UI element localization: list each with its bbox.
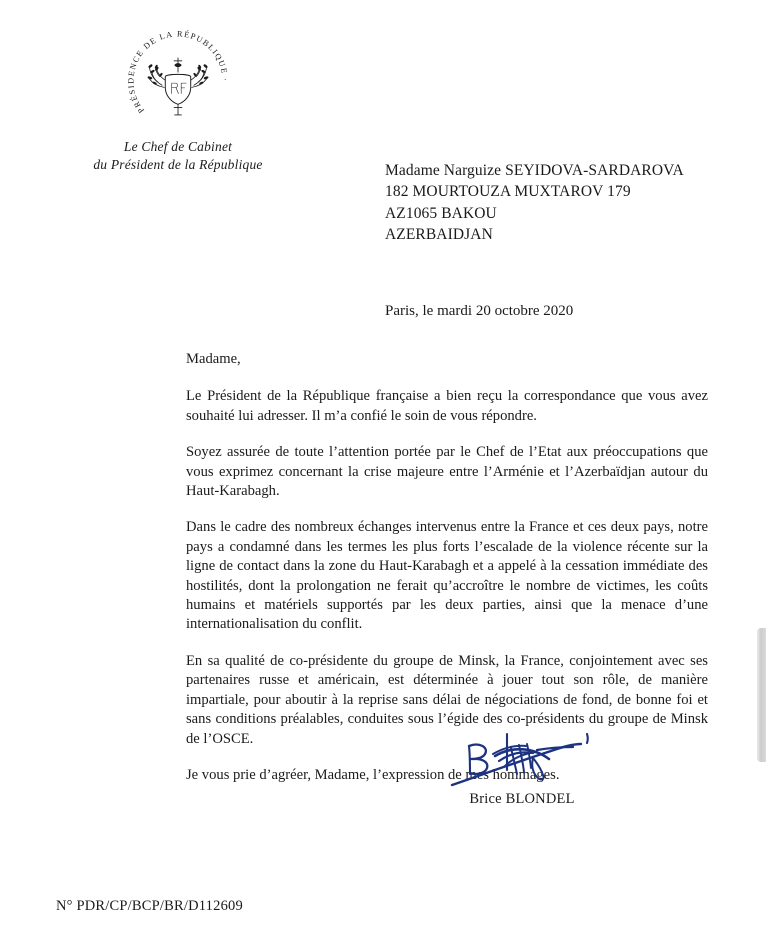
letter-body bbox=[186, 350, 708, 785]
body-paragraph-3: Dans le cadre des nombreux échanges intervenus entre la France et ces deux pays, notre pays a condamné dans les termes les plus forts l’escalade de la violence récente sur la ligne de contact dans la zone du Haut-Karabagh et a appelé à la cessation immédiate des hostilités, dont la prolongation ne ferait qu’accroître le nombre de victimes, les coûts humains et matériels supportés par les deux parties, ainsi que la menace d’une internationalisation du conflit. bbox=[186, 519, 708, 633]
svg-text:PRÉSIDENCE DE LA RÉPUBLIQUE ·: PRÉSIDENCE DE LA RÉPUBLIQUE · bbox=[126, 29, 230, 115]
date-line: Paris, le mardi 20 octobre 2020 bbox=[385, 303, 574, 319]
signatory-name: Brice BLONDEL bbox=[469, 791, 575, 807]
handwritten-signature-icon bbox=[447, 728, 597, 790]
recipient-street: 182 MOURTOUZA MUXTAROV 179 bbox=[385, 183, 631, 201]
scan-edge-artifact bbox=[757, 628, 766, 762]
body-paragraph-4: En sa qualité de co-présidente du groupe de Minsk, la France, conjointement avec ses partenaires russe et américain, est déterminée à jouer tout son rôle, de manière impartiale, pour aboutir à la reprise sans délai de négociations de fond, de bonne foi et sans conditions préalables, conduites sous l’égide des co-présidents du groupe de Minsk de l’OSCE. bbox=[186, 652, 708, 747]
salutation: Madame, bbox=[186, 351, 241, 367]
recipient-address-block bbox=[385, 160, 684, 246]
recipient-country: AZERBAIDJAN bbox=[385, 226, 493, 244]
letterhead-line-2: du Président de la République bbox=[93, 156, 263, 172]
closing-formula: Je vous prie d’agréer, Madame, l’expression de mes hommages. bbox=[186, 766, 560, 783]
reference-number: N° PDR/CP/BCP/BR/D112609 bbox=[56, 898, 243, 914]
shield-shape bbox=[165, 74, 190, 104]
letterhead bbox=[78, 28, 278, 174]
letterhead-title bbox=[78, 138, 278, 174]
body-paragraph-1: Le Président de la République française a bien reçu la correspondance que vous avez souhaité lui adresser. Il m’a confié le soin de vous répondre. bbox=[186, 388, 708, 424]
body-paragraph-2: Soyez assurée de toute l’attention portée par le Chef de l’Etat aux préoccupations que vous exprimez concernant la crise majeure entre l’Arménie et l’Azerbaïdjan autour du Haut-Karabagh. bbox=[186, 444, 708, 500]
signature-block bbox=[432, 728, 612, 808]
recipient-city: AZ1065 BAKOU bbox=[385, 204, 497, 222]
recipient-name: Madame Narguize SEYIDOVA-SARDAROVA bbox=[385, 162, 684, 179]
letterhead-line-1: Le Chef de Cabinet bbox=[123, 139, 233, 154]
presidence-de-la-republique-seal-icon bbox=[125, 28, 231, 134]
